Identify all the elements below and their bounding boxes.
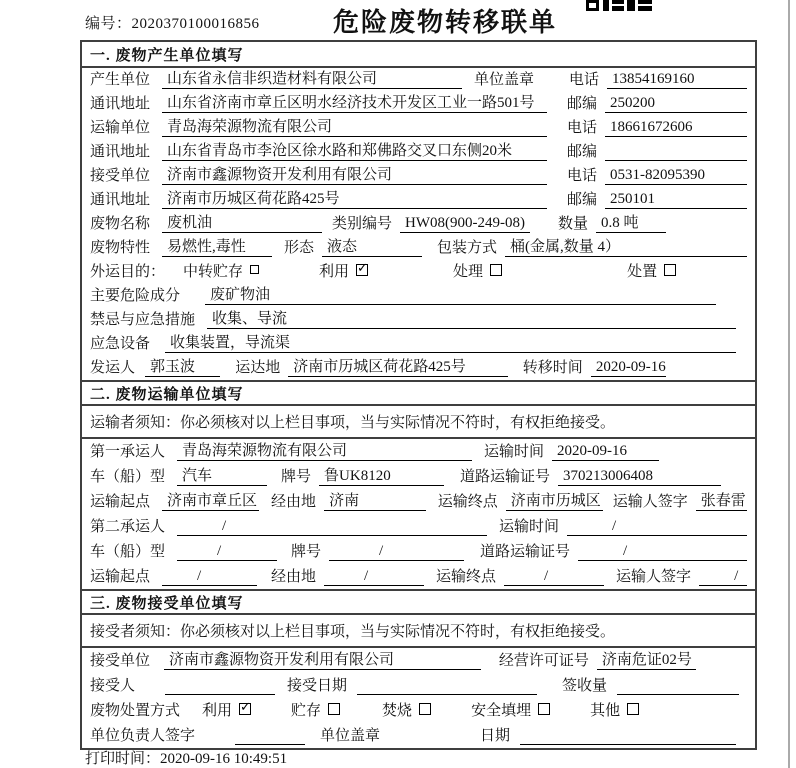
route-via-label: 经由地	[271, 494, 317, 510]
checked-box-icon	[356, 264, 368, 276]
purpose-option-treat	[453, 260, 502, 281]
business-license-label: 经营许可证号	[498, 653, 589, 669]
disposal-label: 废物处置方式	[90, 703, 181, 719]
row-producer	[82, 68, 755, 92]
packing-label: 包装方式	[437, 240, 498, 256]
accept-date-label: 接受日期	[287, 678, 348, 694]
disposal-option-utilize	[202, 699, 251, 720]
section2-header: 二. 废物运输单位填写	[82, 380, 755, 406]
business-license-value: 济南危证02号	[597, 648, 696, 670]
disposal-option-incinerate	[382, 699, 431, 720]
producer-label: 产生单位	[90, 72, 151, 88]
row-vehicle1	[82, 464, 755, 489]
route-end-label: 运输终点	[436, 569, 497, 585]
phone-label: 电话	[567, 120, 598, 136]
address-label: 通讯地址	[90, 144, 151, 160]
print-time-label: 打印时间：	[85, 751, 161, 767]
route-start-label: 运输起点	[90, 494, 151, 510]
form-value: 液态	[322, 235, 422, 257]
transporter-phone: 18661672606	[605, 119, 747, 137]
option-label: 安全填埋	[471, 703, 532, 719]
row-transporter	[82, 116, 755, 140]
unit-stamp-label: 单位盖章	[320, 728, 381, 744]
producer-zip: 250200	[605, 95, 747, 113]
transporter-label: 运输单位	[90, 120, 151, 136]
option-label: 处理	[453, 264, 484, 280]
shipper-value: 郭玉波	[145, 355, 220, 377]
row-waste-name	[82, 212, 755, 236]
row-acceptor	[82, 673, 755, 698]
section3-notice: 接受者须知：你必须核对以上栏目事项，当与实际情况不符时，有权拒绝接受。	[82, 615, 755, 648]
doc-number-value: 2020370100016856	[131, 16, 260, 32]
route-end-label: 运输终点	[437, 494, 498, 510]
doc-number	[85, 12, 260, 33]
hazard-value: 废矿物油	[205, 283, 716, 305]
page-edge-line	[788, 0, 790, 768]
transport-time-label: 运输时间	[499, 519, 560, 535]
transport-time-value: 2020-09-16	[552, 443, 659, 461]
phone-label: 电话	[567, 168, 598, 184]
transporter-zip	[605, 160, 747, 161]
row-route1	[82, 489, 755, 514]
checked-box-icon	[239, 703, 251, 715]
row-receiver	[82, 164, 755, 188]
option-label: 利用	[319, 264, 350, 280]
option-label: 贮存	[291, 703, 322, 719]
row-signature	[82, 723, 755, 748]
category-value: HW08(900-249-08)	[400, 215, 530, 233]
waste-name-value: 废机油	[162, 211, 322, 233]
carrier-sign-value: 张春雷	[696, 489, 747, 511]
signed-qty-value	[617, 694, 739, 695]
receiver-address-value: 济南市历城区荷花路425号	[162, 187, 547, 209]
row-vehicle2	[82, 539, 755, 564]
route-via-value: /	[324, 568, 424, 586]
vehicle-type-value: /	[177, 543, 277, 561]
signed-qty-label: 签收量	[562, 678, 608, 694]
qty-label: 数量	[558, 216, 589, 232]
option-label: 中转贮存	[183, 264, 244, 280]
route-via-label: 经由地	[271, 569, 317, 585]
page-title: 危险废物转移联单	[333, 8, 558, 37]
receiver-label: 接受单位	[90, 168, 151, 184]
row-purpose	[82, 260, 755, 284]
print-time	[85, 747, 287, 768]
doc-number-label: 编号：	[85, 16, 132, 32]
road-license-value: /	[578, 543, 747, 561]
accept-unit-label: 接受单位	[90, 653, 151, 669]
carrier2-label: 第二承运人	[90, 519, 166, 535]
qty-value: 0.8 吨	[596, 211, 666, 233]
road-license-value: 370213006408	[558, 468, 721, 486]
section3-header: 三. 废物接受单位填写	[82, 589, 755, 615]
row-emergency-equipment	[82, 332, 755, 356]
emergency-equipment-label: 应急设备	[90, 336, 151, 352]
emergency-measures-value: 收集、导流	[207, 307, 736, 329]
section1-header: 一. 废物产生单位填写	[82, 42, 755, 68]
route-start-label: 运输起点	[90, 569, 151, 585]
route-start-value: 济南市章丘区	[162, 489, 259, 511]
category-label: 类别编号	[332, 216, 393, 232]
option-label: 其他	[590, 703, 621, 719]
responsible-sign-label: 单位负责人签字	[90, 728, 196, 744]
row-accept-unit	[82, 648, 755, 673]
row-shipper	[82, 356, 755, 380]
row-emergency-measures	[82, 308, 755, 332]
waste-name-label: 废物名称	[90, 216, 151, 232]
carrier1-label: 第一承运人	[90, 444, 166, 460]
row-producer-address	[82, 92, 755, 116]
zip-label: 邮编	[567, 192, 598, 208]
address-label: 通讯地址	[90, 192, 151, 208]
dest-label: 运达地	[235, 360, 281, 376]
date-label: 日期	[480, 728, 511, 744]
row-carrier1	[82, 439, 755, 464]
dest-value: 济南市历城区荷花路425号	[288, 355, 508, 377]
zip-label: 邮编	[567, 96, 598, 112]
shipper-label: 发运人	[90, 360, 136, 376]
producer-phone: 13854169160	[607, 71, 747, 89]
carrier-sign-label: 运输人签字	[612, 494, 688, 510]
row-receiver-address	[82, 188, 755, 212]
empty-box-icon	[250, 265, 259, 274]
plate-value: /	[329, 543, 464, 561]
carrier-sign-value: /	[699, 568, 747, 586]
phone-label: 电话	[569, 72, 600, 88]
zip-label: 邮编	[567, 144, 598, 160]
purpose-label: 外运目的：	[90, 264, 166, 280]
producer-value: 山东省永信非织造材料有限公司	[162, 67, 462, 89]
purpose-option-utilize	[319, 260, 368, 281]
receiver-phone: 0531-82095390	[605, 167, 747, 185]
option-label: 处置	[627, 264, 658, 280]
empty-box-icon	[490, 264, 502, 276]
date-value	[520, 744, 736, 745]
row-hazard	[82, 284, 755, 308]
disposal-option-store	[291, 699, 340, 720]
route-via-value: 济南	[324, 489, 426, 511]
carrier2-value: /	[177, 518, 487, 536]
section2-notice: 运输者须知：你必须核对以上栏目事项，当与实际情况不符时，有权拒绝接受。	[82, 406, 755, 439]
receiver-value: 济南市鑫源物资开发利用有限公司	[162, 163, 547, 185]
disposal-option-other	[590, 699, 639, 720]
waste-property-value: 易燃性,毒性	[162, 235, 272, 257]
row-route2	[82, 564, 755, 589]
route-end-value: /	[504, 568, 604, 586]
option-label: 焚烧	[382, 703, 413, 719]
hazard-label: 主要危险成分	[90, 288, 181, 304]
acceptor-label: 接受人	[90, 678, 136, 694]
disposal-option-landfill	[471, 699, 550, 720]
row-transporter-address	[82, 140, 755, 164]
transport-time-value: /	[567, 518, 747, 536]
waste-property-label: 废物特性	[90, 240, 151, 256]
route-end-value: 济南市历城区	[506, 489, 603, 511]
purpose-option-dispose	[627, 260, 676, 281]
accept-unit-value: 济南市鑫源物资开发利用有限公司	[164, 648, 481, 670]
qr-code-fragment	[586, 0, 652, 11]
purpose-option-transfer-storage	[183, 260, 259, 281]
packing-value: 桶(金属,数量 4）	[505, 235, 747, 257]
plate-label: 牌号	[291, 544, 322, 560]
row-waste-property	[82, 236, 755, 260]
carrier-sign-label: 运输人签字	[616, 569, 692, 585]
responsible-sign-value	[235, 744, 305, 745]
carrier1-value: 青岛海荣源物流有限公司	[177, 439, 472, 461]
address-label: 通讯地址	[90, 96, 151, 112]
vehicle-type-label: 车（船）型	[90, 544, 166, 560]
plate-label: 牌号	[281, 469, 312, 485]
transfer-form-table	[80, 40, 757, 750]
plate-value: 鲁UK8120	[319, 464, 444, 486]
acceptor-value	[165, 694, 275, 695]
transport-time-label: 运输时间	[484, 444, 545, 460]
option-label: 利用	[202, 703, 233, 719]
producer-address-value: 山东省济南市章丘区明水经济技术开发区工业一路501号	[162, 91, 547, 113]
emergency-measures-label: 禁忌与应急措施	[90, 312, 196, 328]
empty-box-icon	[538, 703, 550, 715]
receiver-zip: 250101	[605, 191, 747, 209]
empty-box-icon	[664, 264, 676, 276]
empty-box-icon	[328, 703, 340, 715]
transporter-address-value: 山东省青岛市李沧区徐水路和郑佛路交叉口东侧20米	[162, 139, 547, 161]
route-start-value: /	[162, 568, 257, 586]
transporter-value: 青岛海荣源物流有限公司	[162, 115, 547, 137]
row-carrier2	[82, 514, 755, 539]
transfer-time-label: 转移时间	[522, 360, 583, 376]
vehicle-type-value: 汽车	[177, 464, 267, 486]
form-label: 形态	[284, 240, 315, 256]
vehicle-type-label: 车（船）型	[90, 469, 166, 485]
row-disposal	[82, 698, 755, 723]
stamp-label: 单位盖章	[474, 72, 535, 88]
empty-box-icon	[419, 703, 431, 715]
emergency-equipment-value: 收集装置，导流渠	[165, 331, 736, 353]
transfer-time-value: 2020-09-16	[591, 359, 666, 377]
road-license-label: 道路运输证号	[480, 544, 571, 560]
accept-date-value	[357, 694, 537, 695]
road-license-label: 道路运输证号	[460, 469, 551, 485]
print-time-value: 2020-09-16 10:49:51	[160, 751, 288, 767]
empty-box-icon	[627, 703, 639, 715]
